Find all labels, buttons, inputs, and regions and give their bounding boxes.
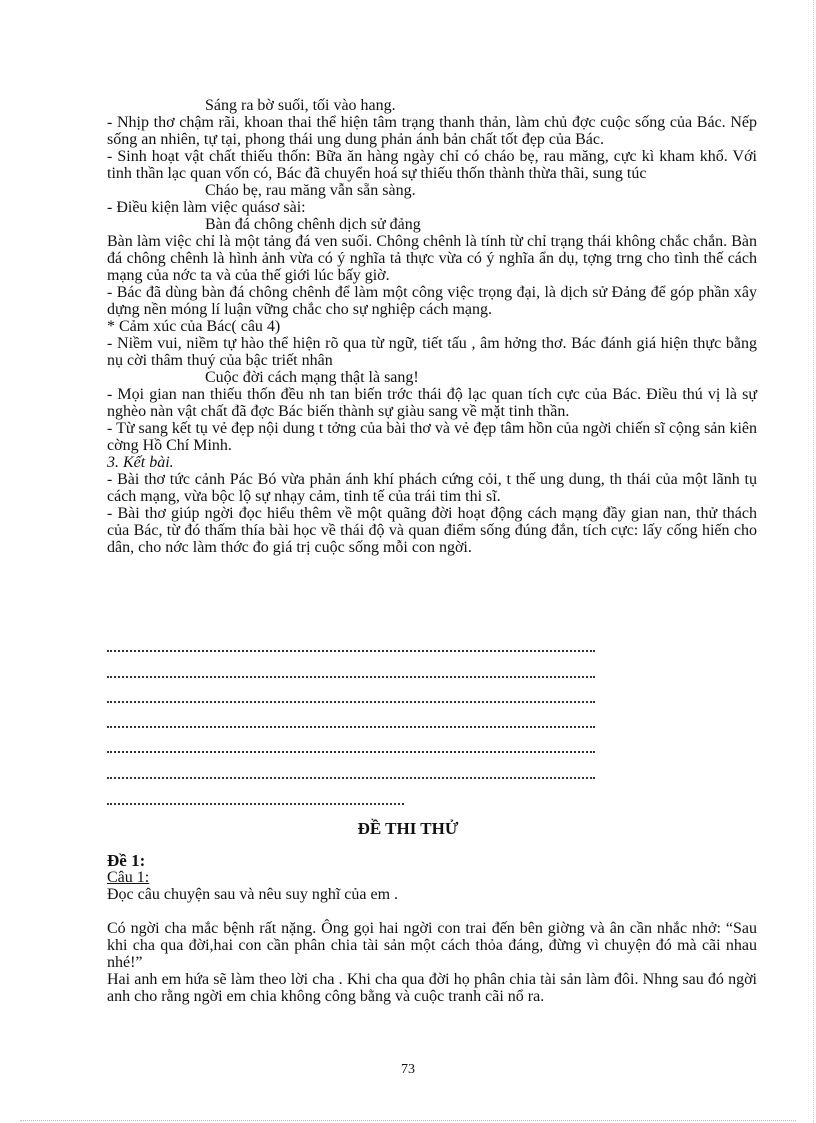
story-paragraph: Có ngời cha mắc bệnh rất nặng. Ông gọi hai ngời con trai đến bên giờng và ân cần nhắc nhở: “Sau khi cha qua đời,hai con cần phân chia tài sản một cách thỏa đáng, đừng vì chuyện đó mà cãi nhau nhé!” — [107, 920, 757, 971]
paragraph: - Điều kiện làm việc quásơ sài: — [107, 199, 306, 216]
answer-line — [107, 726, 595, 730]
answer-line — [107, 803, 404, 807]
spacer — [107, 903, 757, 920]
story-paragraph: Hai anh em hứa sẽ làm theo lời cha . Khi cha qua đời họ phân chia tài sản làm đôi. Nhng sau đó ngời anh cho rằng ngời em chia không công bằng và cuộc tranh cãi nổ ra. — [107, 971, 757, 1005]
answer-line — [107, 751, 595, 755]
exam-section — [107, 852, 757, 1005]
paragraph: - Nhịp thơ chậm rãi, khoan thai thể hiện tâm trạng thanh thản, làm chủ đợc cuộc sống của Bác. Nếp sống an nhiên, tự tại, phong thái ung dung phản ánh bản chất tốt đẹp của Bác. — [107, 114, 757, 148]
paragraph: - Mọi gian nan thiếu thốn đều nh tan biến trớc thái độ lạc quan tích cực của Bác. Điều thú vị là sự nghèo nàn vật chất đã đợc Bác biến thành sự giàu sang về mặt tinh thần. — [107, 386, 757, 420]
section-heading: 3. Kết bài. — [107, 454, 174, 471]
poem-line: Sáng ra bờ suối, tối vào hang. — [205, 97, 396, 114]
answer-line — [107, 701, 595, 705]
poem-line: Cuộc đời cách mạng thật là sang! — [205, 369, 419, 386]
answer-line — [107, 777, 595, 781]
answer-line — [107, 650, 595, 654]
paragraph: - Bài thơ giúp ngời đọc hiểu thêm về một quãng đời hoạt động cách mạng đầy gian nan, thử thách của Bác, từ đó thấm thía bài học về thái độ và quan điểm sống đúng đắn, tích cực: lấy cống hiến cho dân, cho nớc làm thớc đo giá trị cuộc sống mỗi con ngời. — [107, 505, 757, 556]
poem-line: Cháo bẹ, rau măng vẫn sẵn sàng. — [205, 182, 416, 199]
paragraph: - Niềm vui, niềm tự hào thể hiện rõ qua từ ngữ, tiết tấu , âm hởng thơ. Bác đánh giá hiện thực bằng nụ cời thâm thuý của bậc triết nhân — [107, 335, 757, 369]
page-border-bottom — [20, 1120, 796, 1121]
paragraph: - Từ sang kết tụ vẻ đẹp nội dung t tởng của bài thơ và vẻ đẹp tâm hồn của ngời chiến sĩ cộng sản kiên cờng Hồ Chí Minh. — [107, 420, 757, 454]
paragraph: Bàn làm việc chỉ là một tảng đá ven suối. Chông chênh là tính từ chỉ trạng thái không chắc chắn. Bàn đá chông chênh là hình ảnh vừa có ý nghĩa tả thực vừa có ý nghĩa ẩn dụ, tợng trng cho tình thế cách mạng của nớc ta và của thế giới lúc bấy giờ. — [107, 233, 757, 284]
page-border-right — [813, 0, 814, 1123]
question-prompt: Đọc câu chuyện sau và nêu suy nghĩ của em . — [107, 886, 399, 903]
paragraph: - Sinh hoạt vật chất thiếu thốn: Bữa ăn hàng ngày chỉ có cháo bẹ, rau măng, cực kì kham khổ. Với tinh thần lạc quan vốn có, Bác đã chuyển hoá sự thiếu thốn thành thừa thãi, sung túc — [107, 148, 757, 182]
paragraph: - Bài thơ tức cảnh Pác Bó vừa phản ánh khí phách cứng cỏi, t thế ung dung, th thái của một lãnh tụ cách mạng, vừa bộc lộ sự nhạy cảm, tinh tế của trái tim thi sĩ. — [107, 471, 757, 505]
page-number: 73 — [401, 1062, 415, 1077]
answer-line — [107, 676, 595, 680]
section-heading: * Cảm xúc của Bác( câu 4) — [107, 318, 281, 335]
question-label: Câu 1: — [107, 869, 150, 886]
paragraph: - Bác đã dùng bàn đá chông chênh để làm một công việc trọng đại, là dịch sử Đảng để góp phần xây dựng nền móng lí luận vững chắc cho sự nghiệp cách mạng. — [107, 284, 757, 318]
exam-title: ĐỀ THI THỬ — [357, 819, 459, 838]
poem-line: Bàn đá chông chênh dịch sử đảng — [205, 216, 421, 233]
exam-number: Đề 1: — [107, 851, 146, 870]
essay-body — [107, 97, 757, 556]
